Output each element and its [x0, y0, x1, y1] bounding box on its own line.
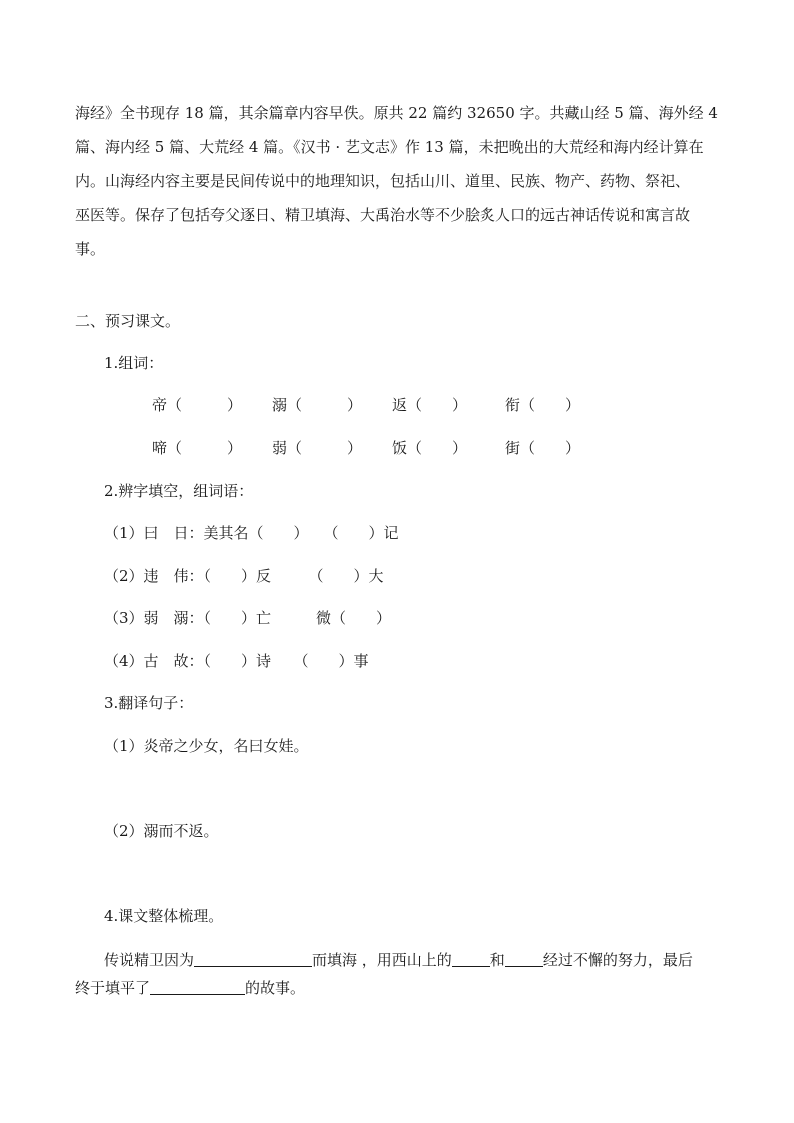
question-2-item: （1）曰 日：美其名（ ） （ ）记 [104, 524, 399, 542]
word-cell: 街（ ） [505, 439, 581, 457]
word-cell: 返（ ） [392, 396, 468, 414]
summary-line-1 [104, 948, 693, 970]
intro-line: 内。山海经内容主要是民间传说中的地理知识，包括山川、道里、民族、物产、药物、祭祀、 [75, 172, 691, 190]
question-3-title: 3.翻译句子： [104, 694, 194, 712]
question-4-title: 4.课文整体梳理。 [104, 907, 224, 925]
word-cell: 帝（ ） [152, 396, 243, 414]
fill-blank[interactable] [505, 948, 543, 967]
question-2-title: 2.辨字填空，组词语： [104, 482, 254, 500]
section-heading: 二、预习课文。 [75, 312, 181, 330]
intro-paragraph [75, 96, 725, 266]
question-2-item: （4）古 故：（ ）诗 （ ）事 [104, 652, 369, 670]
word-cell: 饭（ ） [392, 439, 468, 457]
intro-line: 海经》全书现存 18 篇，其余篇章内容早佚。原共 22 篇约 32650 字。共藏山经 5 篇、海外经 4 [75, 104, 718, 122]
summary-text: 的故事。 [245, 979, 306, 997]
summary-line-2 [75, 976, 305, 998]
question-3-item: （2）溺而不返。 [104, 822, 219, 840]
intro-line: 事。 [75, 240, 106, 258]
fill-blank[interactable] [150, 976, 245, 995]
word-cell: 啼（ ） [152, 439, 243, 457]
question-2-item: （2）违 伟：（ ）反 （ ）大 [104, 567, 384, 585]
fill-blank[interactable] [452, 948, 490, 967]
word-cell: 弱（ ） [272, 439, 363, 457]
word-cell: 溺（ ） [272, 396, 363, 414]
question-2-item: （3）弱 溺：（ ）亡 微（ ） [104, 609, 392, 627]
fill-blank[interactable] [194, 948, 312, 967]
word-cell: 衔（ ） [505, 396, 581, 414]
summary-text: 和 [489, 951, 505, 969]
summary-text: 传说精卫因为 [104, 951, 195, 969]
question-3-item: （1）炎帝之少女，名曰女娃。 [104, 737, 309, 755]
intro-line: 篇、海内经 5 篇、大荒经 4 篇。《汉书 · 艺文志》作 13 篇，未把晚出的大荒经和海内经计算在 [75, 138, 704, 156]
summary-text: 而填海 ，用西山上的 [312, 951, 452, 969]
summary-text: 终于填平了 [75, 979, 151, 997]
summary-text: 经过不懈的努力，最后 [542, 951, 693, 969]
intro-line: 巫医等。保存了包括夸父逐日、精卫填海、大禹治水等不少脍炙人口的远古神话传说和寓言故 [75, 206, 691, 224]
question-1-title: 1.组词： [104, 354, 164, 372]
